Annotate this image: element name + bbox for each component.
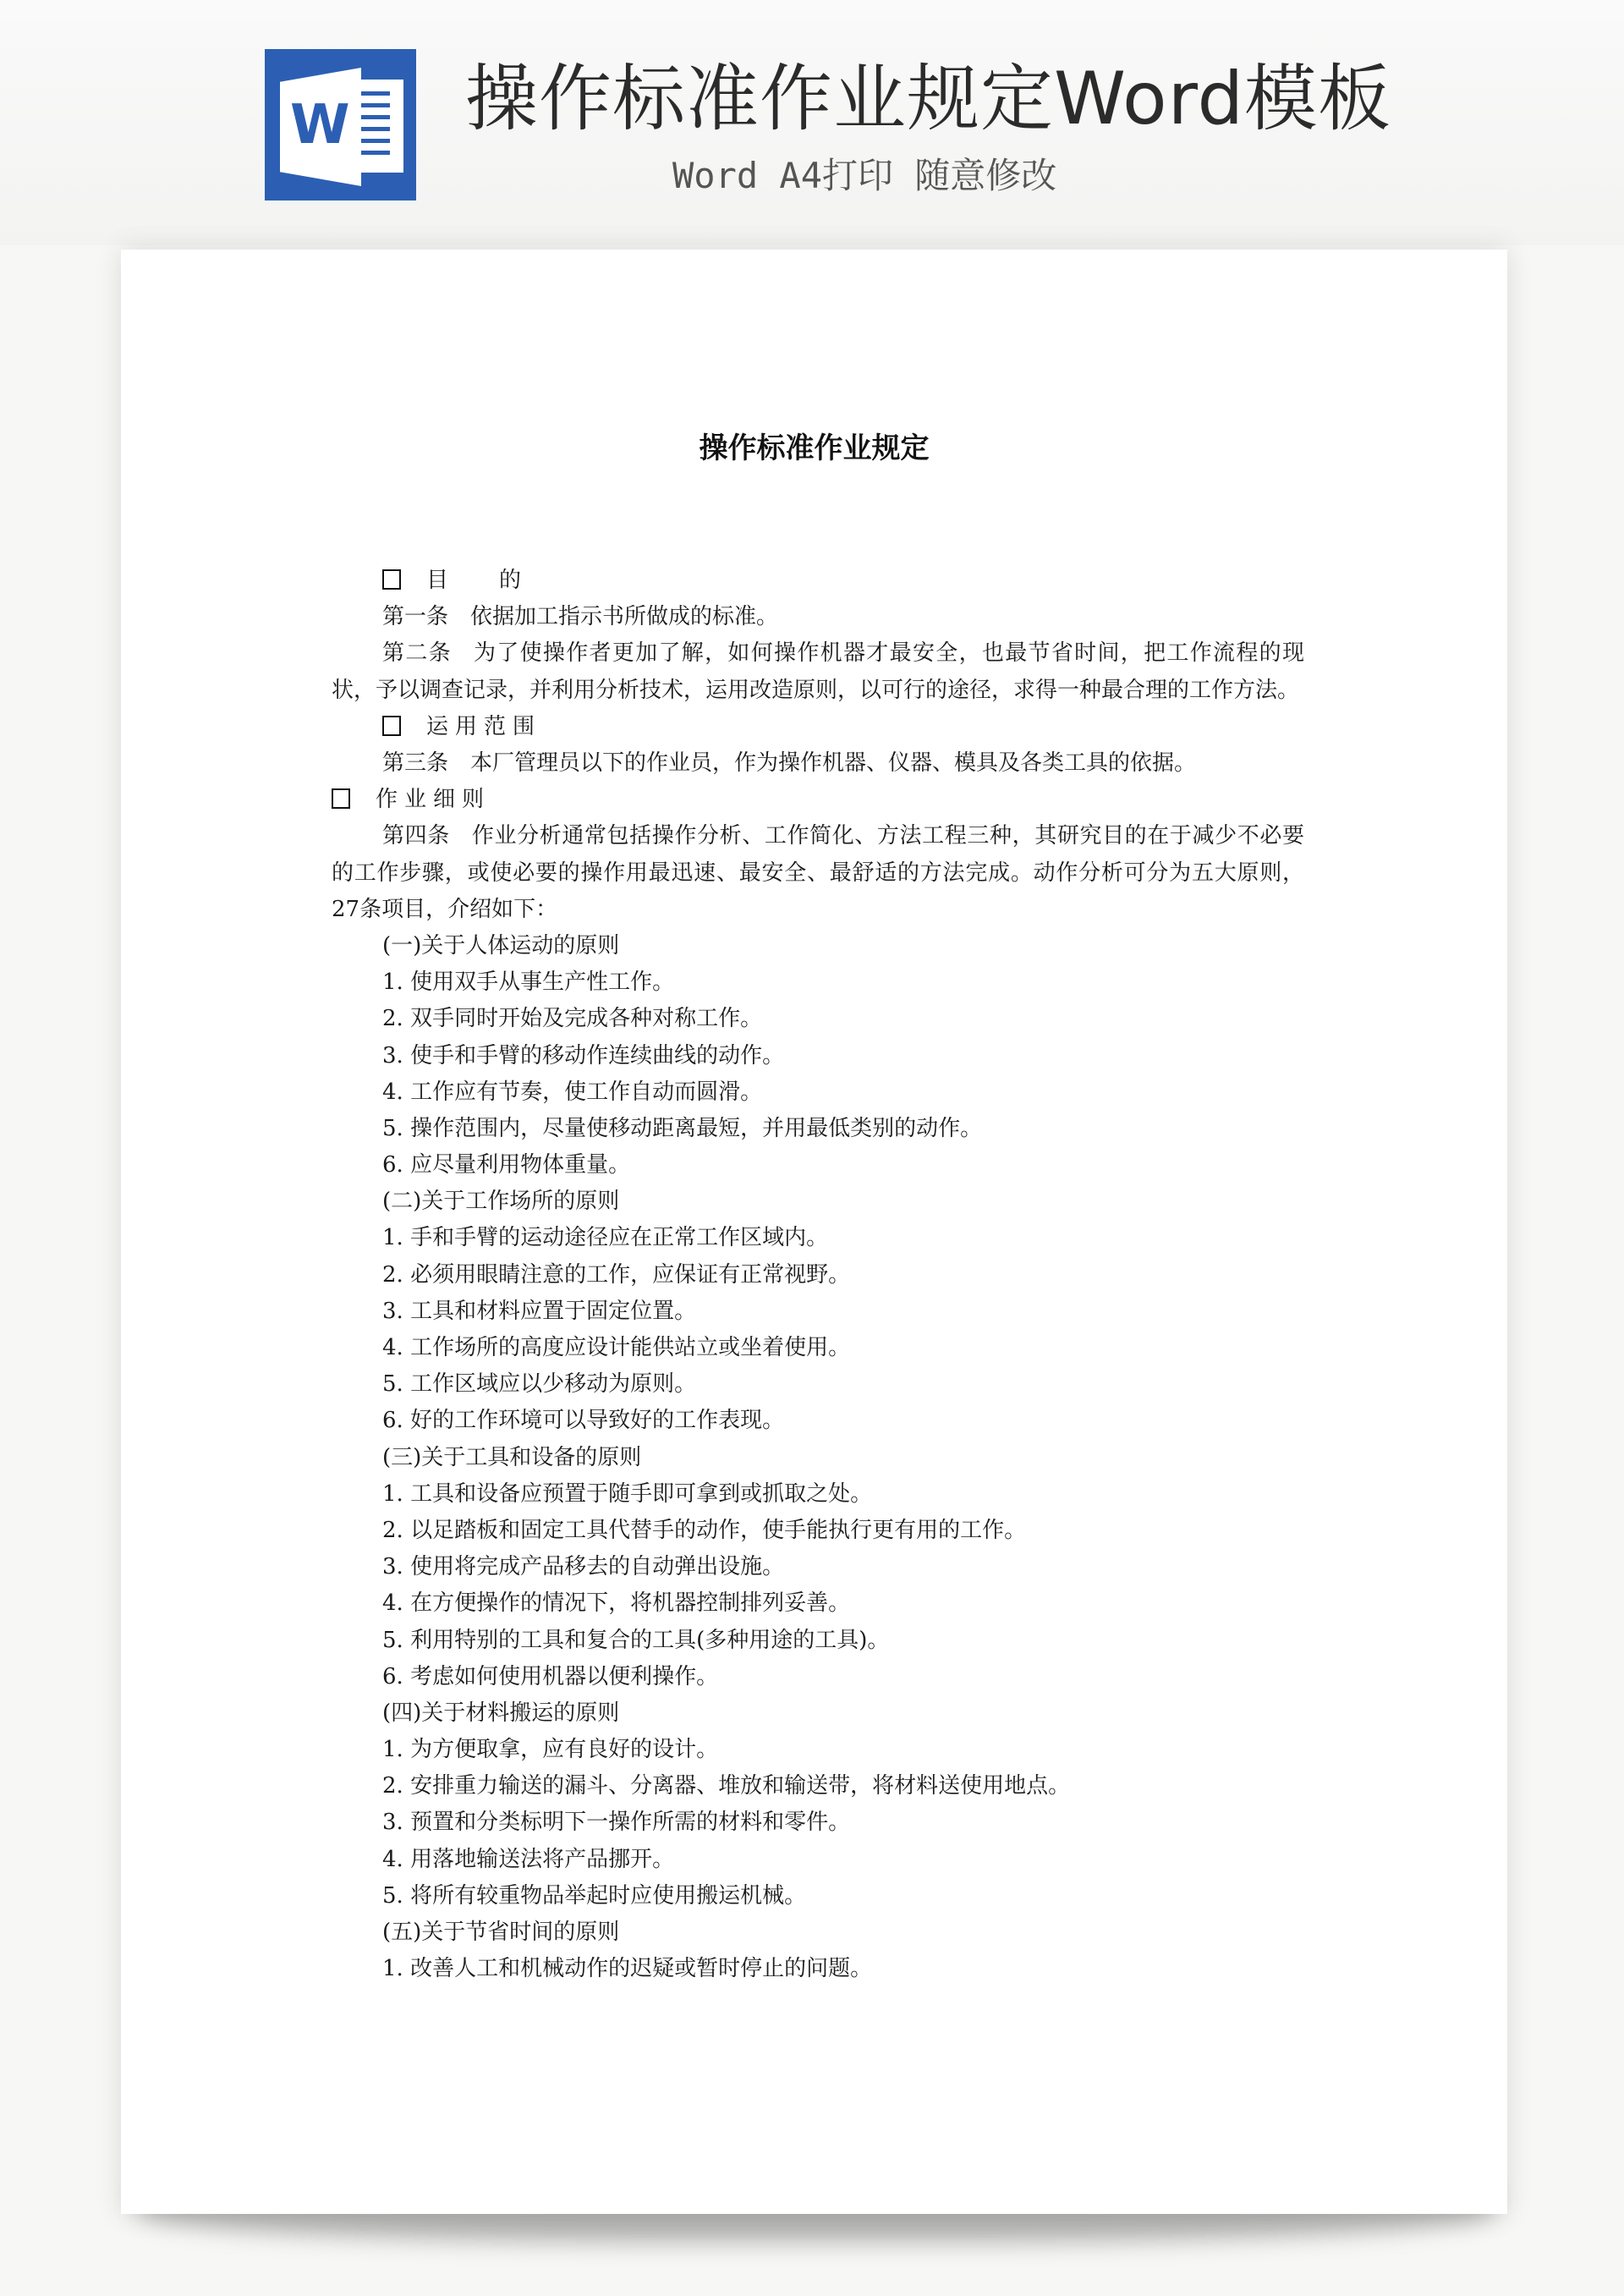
list-item: 5. 将所有较重物品举起时应使用搬运机械。: [382, 1882, 807, 1909]
list-item: 4. 在方便操作的情况下，将机器控制排列妥善。: [382, 1590, 851, 1617]
list-item: 4. 工作场所的高度应设计能供站立或坐着使用。: [382, 1335, 851, 1361]
list-item: 5. 工作区域应以少移动为原则。: [382, 1371, 697, 1398]
word-app-icon: [265, 49, 416, 200]
list-item: 3. 工具和材料应置于固定位置。: [382, 1298, 697, 1324]
list-item: 2. 以足踏板和固定工具代替手的动作，使手能执行更有用的工作。: [382, 1517, 1027, 1543]
list-item: 2. 双手同时开始及完成各种对称工作。: [382, 1006, 763, 1032]
list-item: 6. 考虑如何使用机器以便利操作。: [382, 1663, 719, 1689]
article-text: 依据加工指示书所做成的标准。: [470, 604, 779, 630]
article-label: 第一条: [382, 604, 449, 630]
banner-subtitle: Word A4打印 随意修改: [672, 155, 1057, 196]
checkbox-square-icon: [382, 569, 401, 590]
article-label: 第三条: [382, 750, 449, 776]
article: [332, 599, 1304, 635]
list-item: 3. 使手和手臂的移动作连续曲线的动作。: [382, 1042, 785, 1068]
article-label: 第二条: [382, 640, 452, 667]
list-item: 5. 利用特别的工具和复合的工具(多种用途的工具)。: [382, 1627, 890, 1653]
list-item: 1. 使用双手从事生产性工作。: [382, 969, 675, 996]
banner-title: 操作标准作业规定Word模板: [465, 57, 1392, 141]
article-label: 第四条: [382, 823, 450, 849]
principle-heading: (一)关于人体运动的原则: [382, 932, 620, 958]
article: [332, 635, 1304, 708]
document-title: 操作标准作业规定: [699, 431, 930, 465]
principle-heading: (三)关于工具和设备的原则: [382, 1444, 642, 1470]
article: [332, 818, 1304, 928]
word-w-letter: W: [290, 94, 350, 157]
principle-heading: (四)关于材料搬运的原则: [382, 1700, 620, 1726]
document-body: [332, 563, 1304, 1987]
document-page: [121, 250, 1507, 2214]
checkbox-square-icon: [332, 788, 350, 809]
list-item: 2. 安排重力输送的漏斗、分离器、堆放和输送带，将材料送使用地点。: [382, 1773, 1071, 1799]
article: [332, 745, 1304, 782]
article-text: 本厂管理员以下的作业员，作为操作机器、仪器、模具及各类工具的依据。: [470, 750, 1197, 776]
list-item: 1. 工具和设备应预置于随手即可拿到或抓取之处。: [382, 1480, 873, 1507]
list-item: 4. 工作应有节奏，使工作自动而圆滑。: [382, 1079, 763, 1105]
list-item: 2. 必须用眼睛注意的工作，应保证有正常视野。: [382, 1261, 851, 1288]
list-item: 6. 好的工作环境可以导致好的工作表现。: [382, 1408, 785, 1434]
section-heading-purpose: 目的: [332, 563, 1304, 599]
principle-heading: (五)关于节省时间的原则: [382, 1920, 620, 1946]
section-heading-scope: 运用范围: [332, 709, 1304, 745]
article-text: 为了使操作者更加了解，如何操作机器才最安全，也最节省时间，把工作流程的现状，予以调查记录，并利用分析技术，运用改造原则，以可行的途径，求得一种最合理的工作方法。: [332, 640, 1304, 703]
template-banner: [0, 0, 1624, 245]
principle-heading: (二)关于工作场所的原则: [382, 1189, 620, 1215]
article-text: 作业分析通常包括操作分析、工作简化、方法工程三种，其研究目的在于减少不必要的工作步骤，或使必要的操作用最迅速、最安全、最舒适的方法完成。动作分析可分为五大原则，27条项目，介绍如下：: [332, 823, 1304, 922]
checkbox-square-icon: [382, 716, 401, 736]
list-item: 6. 应尽量利用物体重量。: [382, 1152, 631, 1178]
section-heading-details: 作业细则: [332, 782, 1304, 818]
list-item: 3. 预置和分类标明下一操作所需的材料和零件。: [382, 1810, 851, 1836]
list-item: 1. 为方便取拿，应有良好的设计。: [382, 1737, 719, 1763]
list-item: 5. 操作范围内，尽量使移动距离最短，并用最低类别的动作。: [382, 1115, 983, 1141]
list-item: 4. 用落地输送法将产品挪开。: [382, 1846, 675, 1872]
list-item: 1. 改善人工和机械动作的迟疑或暂时停止的问题。: [382, 1956, 873, 1982]
list-item: 1. 手和手臂的运动途径应在正常工作区域内。: [382, 1225, 829, 1251]
list-item: 3. 使用将完成产品移去的自动弹出设施。: [382, 1554, 785, 1580]
